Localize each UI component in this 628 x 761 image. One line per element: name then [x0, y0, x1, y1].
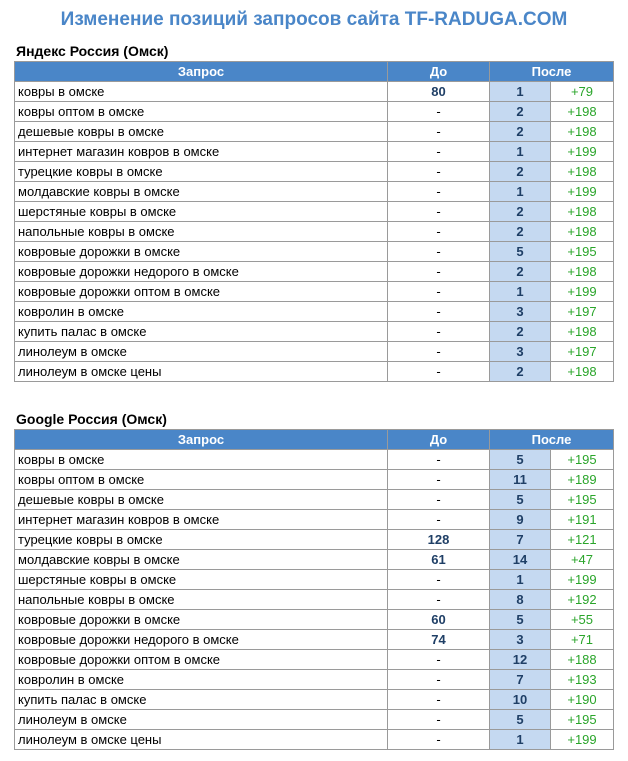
before-position-cell: - — [388, 730, 490, 750]
table-row — [15, 122, 614, 142]
query-cell: напольные ковры в омске — [15, 222, 388, 242]
after-position-cell: 2 — [490, 202, 551, 222]
before-position-cell: - — [388, 590, 490, 610]
position-change-cell: +198 — [551, 202, 614, 222]
column-header-query: Запрос — [15, 430, 388, 450]
query-cell: ковры оптом в омске — [15, 470, 388, 490]
query-cell: ковролин в омске — [15, 670, 388, 690]
after-position-cell: 2 — [490, 262, 551, 282]
query-cell: ковровые дорожки недорого в омске — [15, 630, 388, 650]
yandex-ranking-table — [14, 61, 614, 382]
position-change-cell: +199 — [551, 142, 614, 162]
query-cell: турецкие ковры в омске — [15, 162, 388, 182]
after-position-cell: 1 — [490, 282, 551, 302]
column-header-after: После — [490, 430, 614, 450]
before-position-cell: - — [388, 342, 490, 362]
query-cell: молдавские ковры в омске — [15, 182, 388, 202]
before-position-cell: - — [388, 162, 490, 182]
table-row — [15, 650, 614, 670]
query-cell: дешевые ковры в омске — [15, 122, 388, 142]
table-row — [15, 510, 614, 530]
position-change-cell: +55 — [551, 610, 614, 630]
query-cell: турецкие ковры в омске — [15, 530, 388, 550]
table-header-row — [15, 430, 614, 450]
after-position-cell: 3 — [490, 342, 551, 362]
after-position-cell: 2 — [490, 162, 551, 182]
after-position-cell: 5 — [490, 490, 551, 510]
table-row — [15, 690, 614, 710]
after-position-cell: 9 — [490, 510, 551, 530]
before-position-cell: - — [388, 450, 490, 470]
before-position-cell: 80 — [388, 82, 490, 102]
position-change-cell: +195 — [551, 710, 614, 730]
table-row — [15, 342, 614, 362]
after-position-cell: 12 — [490, 650, 551, 670]
position-change-cell: +195 — [551, 242, 614, 262]
table-row — [15, 362, 614, 382]
before-position-cell: - — [388, 570, 490, 590]
position-change-cell: +198 — [551, 362, 614, 382]
column-header-before: До — [388, 62, 490, 82]
query-cell: купить палас в омске — [15, 690, 388, 710]
query-cell: молдавские ковры в омске — [15, 550, 388, 570]
query-cell: линолеум в омске цены — [15, 730, 388, 750]
after-position-cell: 2 — [490, 362, 551, 382]
query-cell: шерстяные ковры в омске — [15, 202, 388, 222]
query-cell: ковровые дорожки недорого в омске — [15, 262, 388, 282]
table-row — [15, 730, 614, 750]
table-row — [15, 670, 614, 690]
table-header-row — [15, 62, 614, 82]
before-position-cell: - — [388, 122, 490, 142]
position-change-cell: +198 — [551, 222, 614, 242]
table-row — [15, 162, 614, 182]
before-position-cell: 74 — [388, 630, 490, 650]
after-position-cell: 7 — [490, 670, 551, 690]
before-position-cell: - — [388, 262, 490, 282]
table-row — [15, 570, 614, 590]
after-position-cell: 1 — [490, 730, 551, 750]
position-change-cell: +189 — [551, 470, 614, 490]
query-cell: шерстяные ковры в омске — [15, 570, 388, 590]
before-position-cell: - — [388, 102, 490, 122]
before-position-cell: - — [388, 142, 490, 162]
before-position-cell: - — [388, 322, 490, 342]
table-row — [15, 490, 614, 510]
before-position-cell: 61 — [388, 550, 490, 570]
table-row — [15, 550, 614, 570]
query-cell: ковровые дорожки в омске — [15, 610, 388, 630]
position-change-cell: +121 — [551, 530, 614, 550]
query-cell: интернет магазин ковров в омске — [15, 142, 388, 162]
position-change-cell: +198 — [551, 322, 614, 342]
page-title: Изменение позиций запросов сайта TF-RADUGA.COM — [60, 9, 568, 30]
after-position-cell: 2 — [490, 122, 551, 142]
position-change-cell: +191 — [551, 510, 614, 530]
before-position-cell: - — [388, 510, 490, 530]
after-position-cell: 5 — [490, 242, 551, 262]
table-row — [15, 282, 614, 302]
position-change-cell: +195 — [551, 450, 614, 470]
table-row — [15, 242, 614, 262]
query-cell: линолеум в омске — [15, 710, 388, 730]
after-position-cell: 5 — [490, 610, 551, 630]
position-change-cell: +47 — [551, 550, 614, 570]
before-position-cell: - — [388, 302, 490, 322]
query-cell: напольные ковры в омске — [15, 590, 388, 610]
after-position-cell: 11 — [490, 470, 551, 490]
table-row — [15, 450, 614, 470]
before-position-cell: - — [388, 182, 490, 202]
column-header-query: Запрос — [15, 62, 388, 82]
after-position-cell: 14 — [490, 550, 551, 570]
before-position-cell: - — [388, 650, 490, 670]
after-position-cell: 3 — [490, 302, 551, 322]
before-position-cell: - — [388, 222, 490, 242]
query-cell: дешевые ковры в омске — [15, 490, 388, 510]
query-cell: линолеум в омске — [15, 342, 388, 362]
position-change-cell: +197 — [551, 302, 614, 322]
position-change-cell: +192 — [551, 590, 614, 610]
position-change-cell: +198 — [551, 102, 614, 122]
before-position-cell: - — [388, 242, 490, 262]
position-change-cell: +198 — [551, 162, 614, 182]
table-row — [15, 630, 614, 650]
table-row — [15, 202, 614, 222]
position-change-cell: +198 — [551, 262, 614, 282]
query-cell: ковровые дорожки оптом в омске — [15, 650, 388, 670]
before-position-cell: - — [388, 282, 490, 302]
before-position-cell: - — [388, 490, 490, 510]
column-header-after: После — [490, 62, 614, 82]
before-position-cell: - — [388, 710, 490, 730]
position-change-cell: +197 — [551, 342, 614, 362]
table-row — [15, 302, 614, 322]
before-position-cell: - — [388, 670, 490, 690]
query-cell: ковровые дорожки в омске — [15, 242, 388, 262]
after-position-cell: 2 — [490, 222, 551, 242]
query-cell: ковры оптом в омске — [15, 102, 388, 122]
before-position-cell: 128 — [388, 530, 490, 550]
position-change-cell: +195 — [551, 490, 614, 510]
after-position-cell: 3 — [490, 630, 551, 650]
after-position-cell: 1 — [490, 82, 551, 102]
query-cell: ковролин в омске — [15, 302, 388, 322]
section-title-yandex: Яндекс Россия (Омск) — [16, 43, 169, 59]
before-position-cell: 60 — [388, 610, 490, 630]
table-row — [15, 710, 614, 730]
after-position-cell: 2 — [490, 102, 551, 122]
table-row — [15, 102, 614, 122]
query-cell: интернет магазин ковров в омске — [15, 510, 388, 530]
after-position-cell: 5 — [490, 710, 551, 730]
position-change-cell: +188 — [551, 650, 614, 670]
position-change-cell: +199 — [551, 282, 614, 302]
table-row — [15, 590, 614, 610]
table-row — [15, 610, 614, 630]
after-position-cell: 8 — [490, 590, 551, 610]
query-cell: ковры в омске — [15, 450, 388, 470]
before-position-cell: - — [388, 690, 490, 710]
position-change-cell: +199 — [551, 182, 614, 202]
query-cell: линолеум в омске цены — [15, 362, 388, 382]
after-position-cell: 10 — [490, 690, 551, 710]
after-position-cell: 1 — [490, 570, 551, 590]
after-position-cell: 1 — [490, 142, 551, 162]
position-change-cell: +71 — [551, 630, 614, 650]
position-change-cell: +79 — [551, 82, 614, 102]
after-position-cell: 1 — [490, 182, 551, 202]
table-row — [15, 322, 614, 342]
after-position-cell: 5 — [490, 450, 551, 470]
query-cell: ковровые дорожки оптом в омске — [15, 282, 388, 302]
before-position-cell: - — [388, 470, 490, 490]
position-change-cell: +199 — [551, 730, 614, 750]
table-row — [15, 530, 614, 550]
google-ranking-table — [14, 429, 614, 750]
table-row — [15, 82, 614, 102]
table-row — [15, 182, 614, 202]
after-position-cell: 7 — [490, 530, 551, 550]
column-header-before: До — [388, 430, 490, 450]
query-cell: ковры в омске — [15, 82, 388, 102]
table-row — [15, 470, 614, 490]
table-row — [15, 262, 614, 282]
position-change-cell: +190 — [551, 690, 614, 710]
table-row — [15, 142, 614, 162]
section-title-google: Google Россия (Омск) — [16, 411, 167, 427]
before-position-cell: - — [388, 202, 490, 222]
before-position-cell: - — [388, 362, 490, 382]
table-row — [15, 222, 614, 242]
after-position-cell: 2 — [490, 322, 551, 342]
query-cell: купить палас в омске — [15, 322, 388, 342]
position-change-cell: +199 — [551, 570, 614, 590]
position-change-cell: +198 — [551, 122, 614, 142]
position-change-cell: +193 — [551, 670, 614, 690]
